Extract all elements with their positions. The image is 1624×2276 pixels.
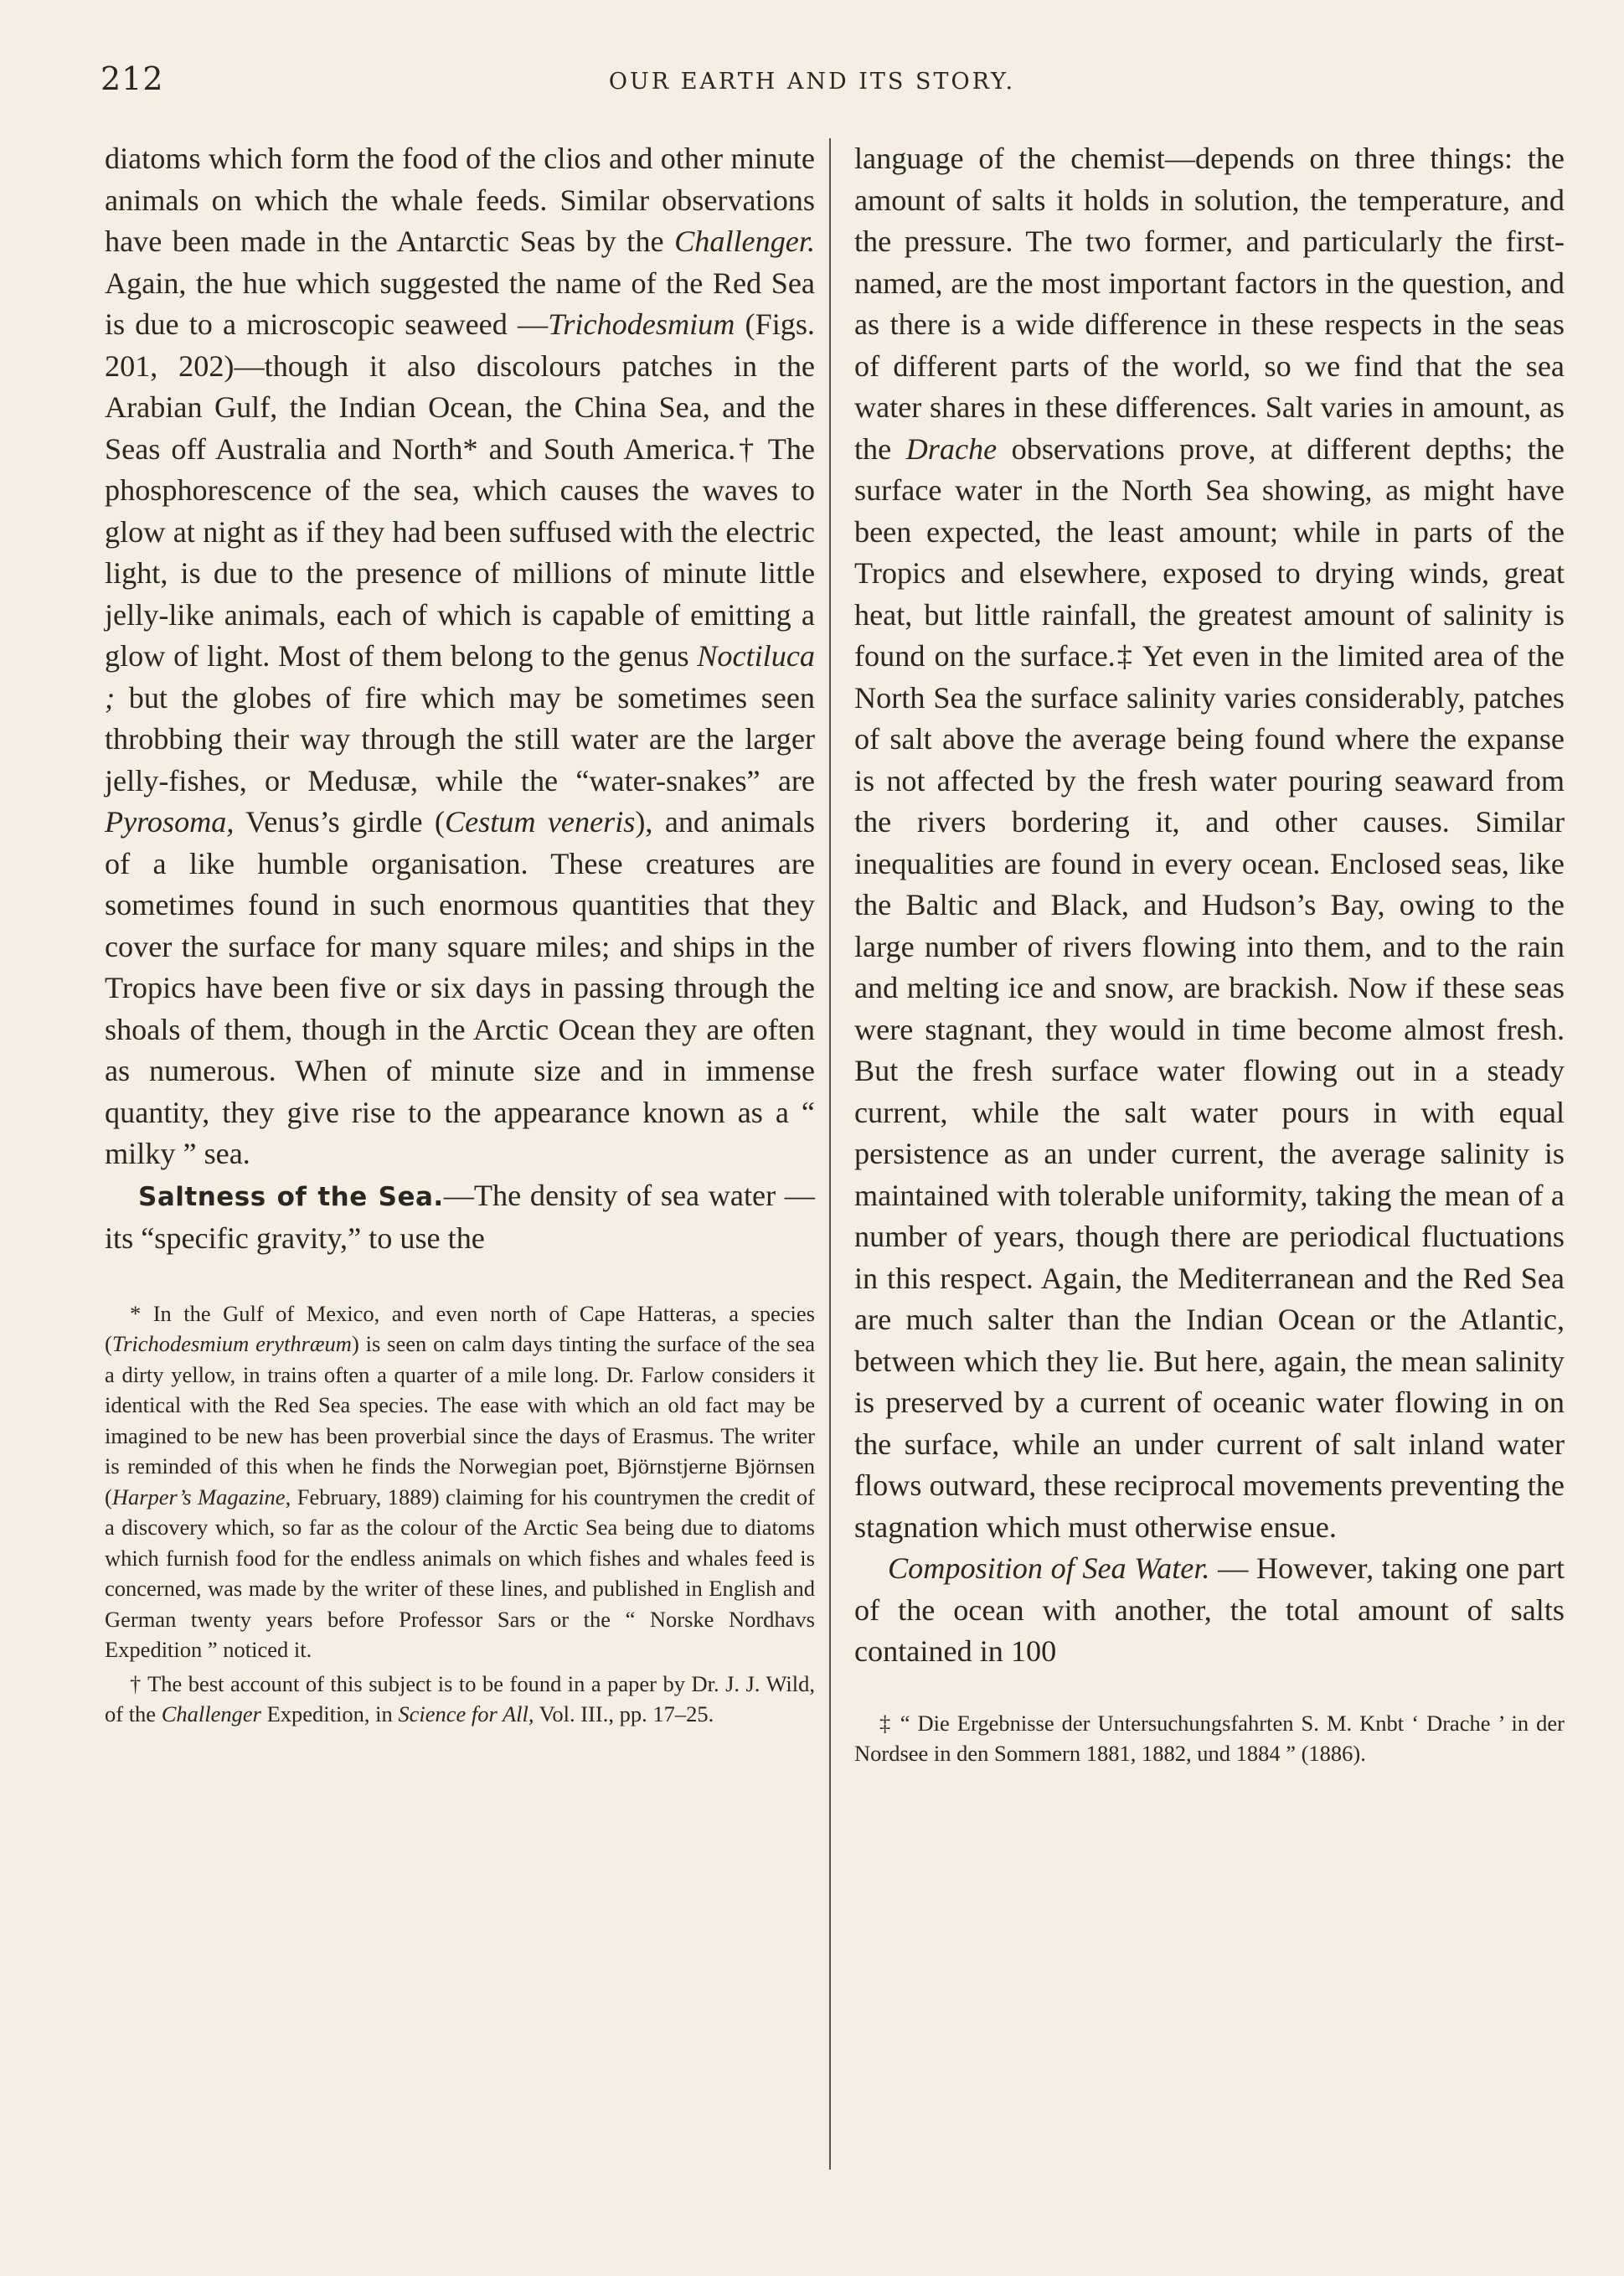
right-footnotes [854,1708,1565,1769]
italic-run: Pyrosoma, [105,805,235,839]
left-paragraph-organisms [105,138,815,1175]
italic-run: Science for All, [398,1701,534,1726]
text-run: Vol. III., pp. 17–25. [534,1701,714,1726]
text-run: * In the Gulf of Mexico, and even north of Cape Hatteras, a species ( [105,1300,815,1356]
column-divider [829,138,831,2170]
footnote-double-dagger: ‡ “ Die Ergebnisse der Untersuchungsfahrten S. M. Knbt ‘ Drache ’ in der Nordsee in den Sommern 1881, 1882, und 1884 ” (1886). [854,1710,1565,1766]
footnote-dagger [105,1669,815,1730]
right-paragraph-composition [854,1548,1565,1673]
running-title: OUR EARTH AND ITS STORY. [608,69,1016,95]
text-run: Again, the hue which suggested the name of the Red Sea is due to a microscopic seaweed — [105,266,815,341]
right-column [854,138,1565,1769]
footnote-star [105,1298,815,1665]
text-run: —The density of sea water — its “specific gravity,” to use the [105,1178,815,1255]
page-header [0,0,1624,126]
text-run: February, 1889) claiming for his countrymen the credit of a discovery which, so far as the colour of the Arctic Sea being due to diatoms which furnish food for the endless animals on which fishes and whales feed is concerned, was made by the writer of these lines, and published in English and German twenty years before Professor Sars or the “ Norske Nordhavs Expedition ” noticed it. [105,1484,815,1662]
text-run: ) is seen on calm days tinting the surface of the sea a dirty yellow, in trains often a quarter of a mile long. Dr. Farlow considers it identical with the Red Sea species. The ease with which an old fact may be imagined to be new has been proverbial since the days of Erasmus. The writer is reminded of this when he finds the Norwegian poet, Björnstjerne Björnsen ( [105,1331,815,1510]
left-footnotes [105,1298,815,1730]
right-paragraph-salinity [854,138,1565,1548]
text-run: — However, taking one part of the ocean with another, the total amount of salts contained in 100 [854,1551,1565,1668]
text-run: Expedition, in [260,1701,399,1726]
text-run: ), and animals of a like humble organisation. These creatures are sometimes found in such enormous quantities that they cover the surface for many square miles; and ships in the Tropics have been five or six days in passing through the shoals of them, though in the Arctic Ocean they are often as numerous. When of minute size and in immense quantity, they give rise to the appearance known as a “ milky ” sea. [105,805,816,1170]
italic-run: Drache [905,431,998,466]
italic-run: Cestum veneris [444,805,636,839]
text-run: observations prove, at different depths; the surface water in the North Sea showing, as might have been expected, the least amount; while in parts of the Tropics and elsewhere, exposed to drying winds, great heat, but little rainfall, the greatest amount of salinity is found on the surface.‡ Yet even in the limited area of the North Sea the surface salinity varies considerably, patches of salt above the average being found where the expanse is not affected by the fresh water pouring seaward from the rivers bordering it, and other causes. Similar inequalities are found in every ocean. Enclosed seas, like the Baltic and Black, and Hudson’s Bay, owing to the large number of rivers flowing into them, and to the rain and melting ice and snow, are brackish. Now if these seas were stagnant, they would in time become almost fresh. But the fresh surface water flowing out in a steady current, while the salt water pours in with equal persistence as an under current, the average salinity is maintained with tolerable uniformity, taking the mean of a number of years, though there are periodical fluctuations in this respect. Again, the Mediterranean and the Red Sea are much salter than the Indian Ocean or the Atlantic, between which they lie. But here, again, the mean salinity is preserved by a current of oceanic water flowing in on the surface, while an under current of salt inland water flows outward, these reciprocal movements preventing the stagnation which must otherwise ensue. [854,431,1565,1544]
page-number: 212 [101,60,164,97]
text-run: language of the chemist—depends on three things: the amount of salts it holds in solution, the temperature, and the pressure. The two former, and particularly the first-named, are the most important factors in the question, and as there is a wide difference in these respects in the seas of different parts of the world, so we find that the sea water shares in these differences. Salt varies in amount, as the [854,142,1565,466]
italic-run: Challenger [161,1701,261,1726]
left-column [105,138,815,1730]
text-run: Venus’s girdle ( [234,805,445,839]
text-run: † The best account of this subject is to be found in a paper by Dr. J. J. Wild, of the [105,1670,815,1726]
text-run: but the globes of fire which may be sometimes seen throbbing their way through the still water are the larger jelly-fishes, or Medusæ, while the “water-snakes” are [105,680,815,797]
italic-run: Trichodesmium [548,307,735,341]
text-run: diatoms which form the food of the clios and other minute animals on which the whale feeds. Similar observations have been made in the Antarctic Seas by the [105,142,815,258]
italic-run: Harper’s Magazine, [111,1484,291,1510]
section-heading-saltness: Saltness of the Sea. [138,1181,444,1212]
italic-run: Challenger. [674,225,815,258]
left-paragraph-saltness [105,1175,815,1260]
text-run: (Figs. 201, 202)—though it also discolours patches in the Arabian Gulf, the Indian Ocean, the China Sea, and the Seas off Australia and North* and South America.† The phosphorescence of the sea, which causes the waves to glow at night as if they had been suffused with the electric light, is due to the presence of millions of minute little jelly-like animals, each of which is capable of emitting a glow of light. Most of them belong to the genus [105,307,815,673]
section-heading-composition: Composition of Sea Water. [888,1551,1210,1585]
italic-run: Noctiluca ; [105,639,815,715]
italic-run: Trichodesmium erythræum [111,1331,352,1356]
